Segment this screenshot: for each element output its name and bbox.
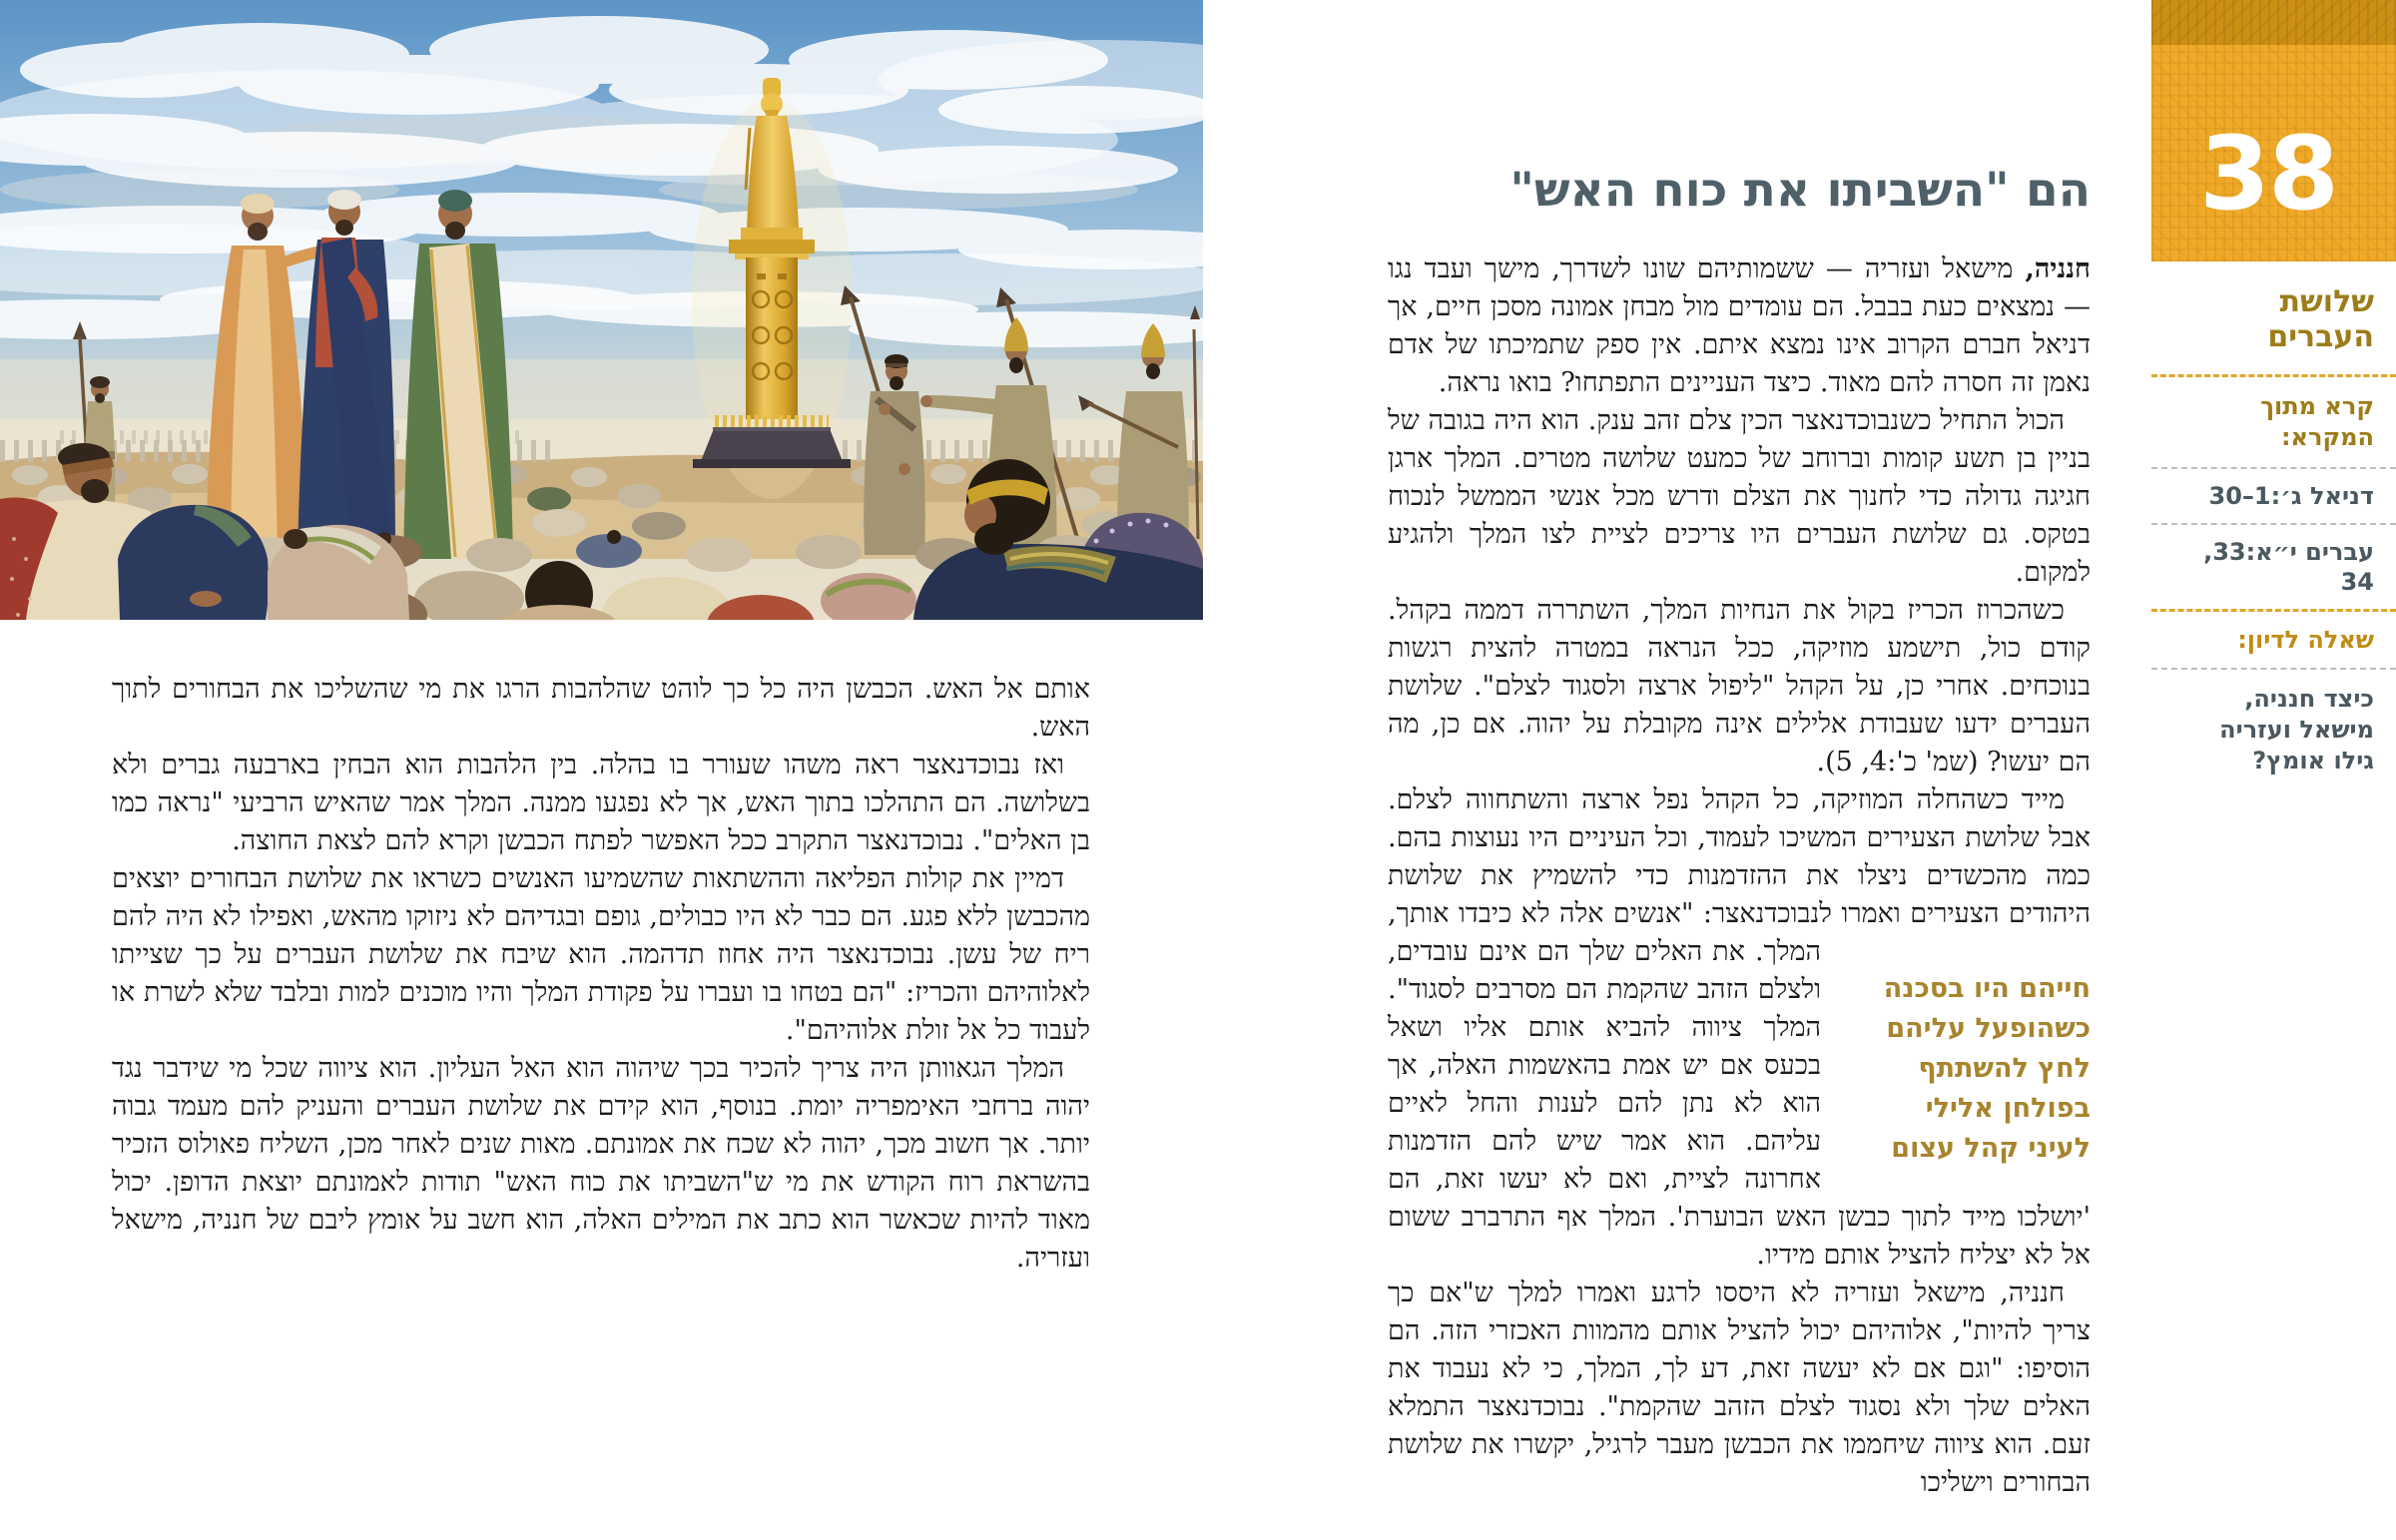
paragraph: הכול התחיל כשנבוכדנאצר הכין צלם זהב ענק. הוא היה בגובה של בניין בן תשע קומות וברוחב של כמעט שלושה מטרים. המלך ארגן חגיגה גדולה כדי לחנוך את הצלם ודרש מכל אנשי הממשל לנכוח בטקס. גם שלושת העברים היו צריכים לציית לצו המלך ולהגיע למקום. (1388, 404, 2091, 588)
banner-top-band (2151, 0, 2396, 45)
read-scripture-label: קרא מתוך המקרא: (2260, 392, 2374, 451)
paragraph-text: מייד כשהחלה המוזיקה, כל הקהל נפל ארצה והשתחווה לצלם. אבל שלושת הצעירים המשיכו לעמוד, וכל העיניים היו נעוצות בהם. כמה מהכשדים ניצלו את ההזדמנות כדי להשמיץ את שלושת היהודים הצעירים ואמרו לנבוכדנאצר: "אנשים אלה לא כיבדו אותך, המלך. (1388, 783, 2091, 967)
article-body (1388, 251, 2091, 1502)
lesson-number: 38 (2199, 115, 2337, 234)
story-illustration (0, 0, 1203, 620)
paragraph: ואז נבוכדנאצר ראה משהו שעורר בו בהלה. בין הלהבות הוא הבחין בארבעה גברים ולא בשלושה. הם התהלכו בתוך האש, אך לא נפגעו ממנה. המלך אמר שהאיש הרביעי "נראה כמו בן האלים". נבוכדנאצר התקרב ככל האפשר לפתח הכבשן וקרא להם לצאת החוצה. (112, 750, 1090, 856)
scripture-reference-hebrews: עברים י״א:33, 34 (2203, 538, 2374, 596)
lesson-sidebar (2151, 0, 2396, 1540)
paragraph: דמיין את קולות הפליאה וההשתאות שהשמיעו האנשים כשראו את שלושת הבחורים יוצאים מהכבשן ללא פגע. הם כבר לא היו כבולים, גופם ובגדיהם לא ניזוקו מהאש, ואפילו לא היה להם ריח של עשן. נבוכדנאצר היה אחוז תדהמה. הוא שיבח את שלושת העברים על כך שצייתו לאלוהיהם והכריז: "הם בטחו בו ועברו על פקודת המלך והיו מוכנים למות ובלבד שלא לשרת או לעבוד כל אל זולת אלוהיהם". (112, 863, 1090, 1046)
discussion-question: כיצד חנניה, מישאל ועזריה גילו אומץ? (2219, 685, 2374, 774)
discussion-question-label: שאלה לדיון: (2237, 626, 2374, 654)
pull-quote: חייהם היו בסכנה כשהופעל עליהם לחץ להשתתף בפולחן אלילי לעיני קהל עצום (1883, 972, 2091, 1164)
paragraph: כשהכרוז הכריז בקול את הנחיות המלך, השתררה דממה בקהל. קודם כול, תישמע מוזיקה, ככל הנראה במטרה להצית רגשות בנוכחים. אחרי כן, על הקהל "ליפול ארצה ולסגוד לצלם". שלושת העברים ידעו שעבודת אלילים אינה מקובלת על יהוה. אם כן, מה הם יעשו? (שמ' כ':4, 5). (1388, 594, 2091, 777)
paragraph: חנניה, מישאל ועזריה לא היססו לרגע ואמרו למלך ש"אם כך צריך להיות", אלוהיהם יכול להציל אותם מהמוות האכזרי הזה. הם הוסיפו: "וגם אם לא יעשה זאת, דע לך, המלך, כי לא נעבוד את האלים שלך ולא נסגוד לצלם הזהב שהקמת". נבוכדנאצר התמלא זעם. הוא ציווה שיחממו את הכבשן מעבר לרגיל, יקשרו את שלושת הבחורים וישליכו (1388, 1277, 2091, 1498)
paragraph-lead (1388, 251, 2091, 402)
main-text-column (1388, 163, 2091, 1502)
sidebar-title: שלושת העברים (2267, 284, 2374, 354)
paragraph-text: את האלים שלך הם אינם עובדים, ולצלם הזהב שהקמת הם מסרבים לסגוד". המלך ציווה להביא אותם אליו ושאל בכעס אם יש אמת בהאשמות האלה, אך הוא לא נתן להם לענות והחל לאיים עליהם. הוא אמר שיש להם הזדמנות אחרונה לציית, ואם לא יעשו זאת, הם 'יושלכו מייד לתוך כבשן האש הבוערת'. המלך אף התרברב ששום אל לא יצליח להציל אותם מידיו. (1388, 935, 2091, 1271)
paragraph-with-quote (1388, 781, 2091, 1275)
article-title: הם "השביתו את כוח האש" (1509, 163, 2091, 218)
scripture-reference-daniel: דניאל ג׳:1–30 (2208, 482, 2374, 510)
left-text-column (112, 671, 1090, 1278)
lesson-number-banner (2151, 0, 2396, 261)
paragraph: המלך הגאוותן היה צריך להכיר בכך שיהוה הוא האל העליון. הוא ציווה שכל מי שידבר נגד יהוה ברחבי האימפריה יומת. בנוסף, הוא קידם את שלושת העברים והעניק להם מעמד גבוה יותר. אך חשוב מכך, יהוה לא שכח את אמונתם. מאות שנים לאחר מכן, השליח פאולוס הזכיר בהשראת רוח הקודש את מי ש"השביתו את כוח האש" תודות לאמונתם יוצאת הדופן. יכול מאוד להיות שכאשר הוא כתב את המילים האלה, הוא חשב על אומץ ליבם של חנניה, מישאל ועזריה. (112, 1053, 1090, 1274)
lead-word: חנניה, (2025, 253, 2091, 284)
paragraph: אותם אל האש. הכבשן היה כל כך לוהט שהלהבות הרגו את מי שהשליכו את הבחורים לתוך האש. (112, 674, 1090, 743)
illustration-canvas (0, 0, 1203, 620)
paragraph-text: מישאל ועזריה — ששמותיהם שונו לשדרך, מישך ועבד נגו — נמצאים כעת בבבל. הם עומדים מול מבחן אמונה מסכן חיים, אך דניאל חברם הקרוב אינו נמצא איתם. אין ספק שתמיכתו של אדם נאמן זה חסרה להם מאוד. כיצד העניינים התפתחו? בואו נראה. (1388, 253, 2091, 398)
